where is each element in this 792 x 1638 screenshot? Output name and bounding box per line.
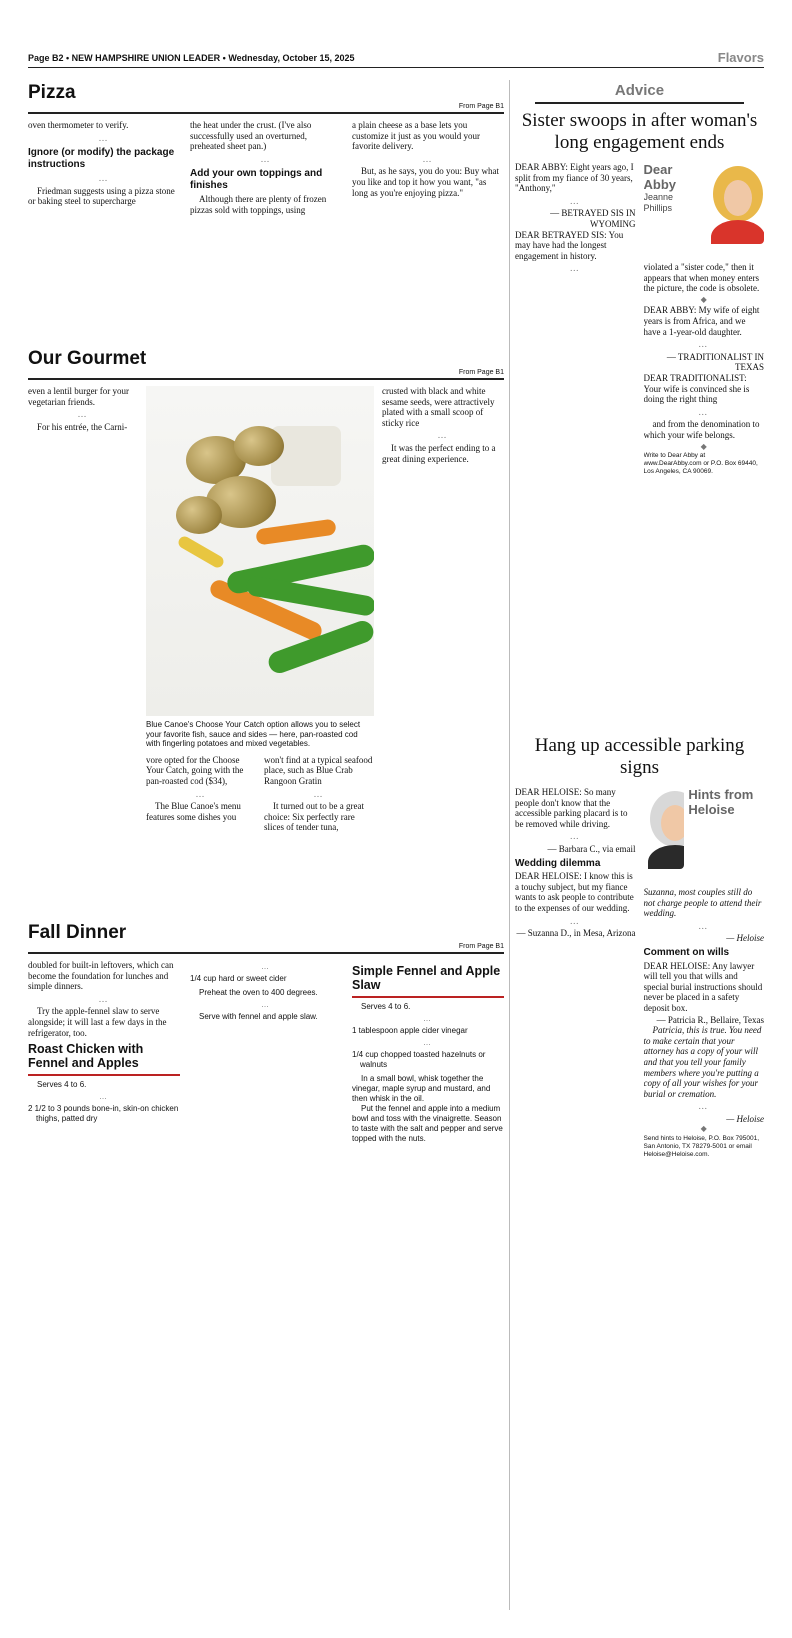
heloise-letter-1-start: DEAR HELOISE: So many people don't know that the accessible parking placard is to be removed while driving. [515, 787, 628, 829]
folio-page-info: Page B2 • NEW HAMPSHIRE UNION LEADER • Wednesday, October 15, 2025 [28, 53, 355, 63]
recipe-1-step-last: Serve with fennel and apple slaw. [199, 1012, 318, 1021]
abby-letter-2-signature: — TRADITIONALIST IN TEXAS [666, 351, 764, 373]
gourmet-col-2b: won't find at a typical seafood place, such as Blue Crab Rangoon Gratin … It turned out to be a great choice: Six perfectly rare slices of tender tuna, [264, 754, 373, 833]
separator-icon: ◆ [700, 1124, 707, 1134]
recipe-1-ingredient-last: 1/4 cup hard or sweet cider [190, 974, 287, 983]
abby-headline: Sister swoops in after woman's long engagement ends [521, 110, 758, 153]
abby-col-1: DEAR ABBY: Eight years ago, I split from my fiance of 30 years, "Anthony," … — BETRAYED SIS IN WYOMING DEAR BETRAYED SIS: You may have had the longest engagement in history. … [515, 162, 636, 274]
recipe-1-ingredient-first: 2 1/2 to 3 pounds bone-in, skin-on chicken thighs, patted dry [28, 1104, 179, 1124]
heloise-letter-1-signature: — Barbara C., via email [547, 843, 636, 854]
abby-letter-1-signature: — BETRAYED SIS IN WYOMING [550, 208, 636, 229]
heloise-col-2: Hints from Heloise Suzanna, most couples still do not charge people to attend their wedding. … — Heloise Comment on wills DEAR HELOISE: Any lawyer will tell you that wills and special burial instructions should never be placed in a safety deposit box. — Patricia R., Bellaire, Texas Patricia, this is true. You need to make certain that your attorney has a copy of your will and that you tell your family members where you're putting a copy of all your wishes for your burial or cremation. … — Heloise ◆ Send hints to Heloise, P.O. Box 795001, San Antonio, TX 78279-5001 or email Heloise@Heloise.com. [643, 787, 764, 1159]
recipe-1-step-first: Preheat the oven to 400 degrees. [199, 988, 318, 997]
column-divider [509, 80, 510, 1610]
gourmet-story [28, 344, 504, 909]
abby-contact-info: Write to Dear Abby at www.DearAbby.com or P.O. Box 69440, Los Angeles, CA 90069. [643, 452, 758, 476]
abby-author: Jeanne Phillips [643, 192, 674, 213]
gourmet-title: Our Gourmet [28, 348, 147, 369]
gourmet-c2b-start: won't find at a typical seafood place, such as Blue Crab Rangoon Gratin [264, 754, 373, 786]
pizza-c2-start: the heat under the crust. (I've also successfully used an overturned, preheated sheet pan.) [190, 120, 312, 152]
recipe-2-step-last: Put the fennel and apple into a medium bowl and toss with the vinaigrette. Season to taste with the salt and pepper and serve topped with the nuts. [352, 1104, 503, 1143]
gourmet-photo-caption: Blue Canoe's Choose Your Catch option allows you to select your favorite fish, sauce and sides — here, pan-roasted cod with fingerling potatoes and mixed vegetables. [146, 720, 361, 749]
fall-c1-start: doubled for built-in leftovers, which can become the foundation for lunches and simple dinners. [28, 960, 174, 992]
page-folio [28, 50, 764, 68]
abby-name: Dear Abby [643, 162, 676, 192]
gourmet-c1-end: For his entrée, the Carni- [37, 421, 128, 432]
pizza-title: Pizza [28, 82, 76, 103]
heloise-wills-letter: DEAR HELOISE: Any lawyer will tell you that wills and special burial instructions should never be placed in a safety deposit box. [643, 960, 763, 1013]
pizza-col-2: the heat under the crust. (I've also successfully used an overturned, preheated sheet pan.) … Add your own toppings and finishes Although there are plenty of frozen pizzas sold with toppings, using [190, 120, 342, 217]
pizza-jump-line [28, 104, 504, 114]
pizza-c3-end: But, as he says, you do you: Buy what you like and top it how you want, "as long as you're enjoying pizza." [352, 166, 499, 198]
separator-icon: ◆ [700, 441, 707, 451]
heloise-subhead-wills: Comment on wills [643, 946, 730, 958]
recipe-2-ingredient-last: 1/4 cup chopped toasted hazelnuts or walnuts [352, 1050, 486, 1069]
gourmet-c2a-start: vore opted for the Choose Your Catch, going with the pan-roasted cod ($34), [146, 754, 244, 786]
pizza-c3-start: a plain cheese as a base lets you customize it just as you would your favorite delivery. [352, 120, 480, 152]
pizza-c1-end: Friedman suggests using a pizza stone or baking steel to supercharge [28, 185, 175, 207]
heloise-wills-reply: Patricia, this is true. You need to make certain that your attorney has a copy of your will and that you tell your family members where you're putting a copy of all your wishes for your burial or cremation. [643, 1025, 762, 1099]
pizza-c1-start: oven thermometer to verify. [28, 120, 129, 130]
abby-reply-1-end: violated a "sister code," then it appears that when money enters the picture, the code is obsolete. [643, 262, 760, 294]
heloise-wedding-letter: DEAR HELOISE: I know this is a touchy subject, but my fiance wants to ask people to contribute to the expenses of our wedding. [515, 871, 634, 913]
pizza-story [28, 78, 504, 336]
heloise-column-name: Hints from Heloise [688, 787, 754, 817]
heloise-wedding-signature: — Suzanna D., in Mesa, Arizona [516, 928, 636, 939]
fall-dinner-jump-line [28, 944, 504, 954]
gourmet-middle [146, 386, 374, 834]
gourmet-col-2a: vore opted for the Choose Your Catch, going with the pan-roasted cod ($34), … The Blue Canoe's menu features some dishes you [146, 755, 256, 834]
heloise-wills-reply-signature: — Heloise [726, 1113, 764, 1124]
gourmet-col-1: even a lentil burger for your vegetarian friends. … For his entrée, the Carni- [28, 386, 138, 834]
abby-reply-1-start: DEAR BETRAYED SIS: You may have had the longest engagement in history. [515, 229, 624, 261]
abby-reply-2-start: DEAR TRADITIONALIST: Your wife is convinced she is doing the right thing [643, 372, 750, 405]
advice-kicker: Advice [614, 82, 665, 99]
gourmet-jump-line [28, 370, 504, 380]
abby-col-2: Dear Abby Jeanne Phillips violated a "sister code," then it appears that when money enters the picture, the code is obsolete. ◆ DEAR ABBY: My wife of eight years is from Africa, and we have a 1-year-old daughter. … — TRADITIONALIST IN TEXAS DEAR TRADITIONALIST: Your wife is convinced she is doing the right thing … and from the denomination to which your wife belongs. ◆ Write to Dear Abby at www.DearAbby.com or P.O. Box 69440, Los Angeles, CA 90069. [643, 162, 764, 476]
heloise-wedding-reply-signature: — Heloise [726, 933, 764, 944]
gourmet-food-photo [146, 386, 374, 716]
heloise-column-header [644, 787, 765, 883]
recipe-2-title: Simple Fennel and Apple Slaw [352, 964, 501, 992]
pizza-col-3: a plain cheese as a base lets you customize it just as you would your favorite delivery. … But, as he says, you do you: Buy what you like and top it how you want, "as long as you're enjoying pizza." [352, 120, 504, 217]
heloise-portrait-photo [644, 787, 685, 869]
fall-c1-end: Try the apple-fennel slaw to serve alongside; it will last a few days in the refrigerator, too. [28, 1006, 167, 1038]
recipe-2-ingredient-first: 1 tablespoon apple cider vinegar [352, 1026, 468, 1035]
abby-portrait-photo [707, 162, 764, 244]
abby-reply-2-end: and from the denomination to which your wife belongs. [643, 419, 760, 440]
separator-icon: ◆ [700, 294, 707, 304]
heloise-subhead-wedding: Wedding dilemma [515, 857, 601, 869]
gourmet-c2b-end: It turned out to be a great choice: Six perfectly rare slices of tender tuna, [264, 801, 364, 833]
folio-section: Flavors [717, 50, 764, 65]
gourmet-c1-start: even a lentil burger for your vegetarian friends. [28, 386, 130, 407]
heloise-wills-signature: — Patricia R., Bellaire, Texas [656, 1014, 764, 1025]
abby-column-header [644, 162, 765, 258]
fall-col-3: Simple Fennel and Apple Slaw Serves 4 to 6. … 1 tablespoon apple cider vinegar … 1/4 cup chopped toasted hazelnuts or walnuts In a small bowl, whisk together the vinegar, maple syrup and mustard, and then whisk in the oil. Put the fennel and apple into a medium bowl and toss with the vinaigrette. Season to taste with the salt and pepper and serve topped with the nuts. [352, 964, 503, 1143]
heloise-wedding-reply: Suzanna, most couples still do not charge people to attend their wedding. [643, 887, 762, 919]
recipe-2-step-first: In a small bowl, whisk together the vinegar, maple syrup and mustard, and then whisk in the oil. [352, 1074, 491, 1103]
heloise-headline: Hang up accessible parking signs [534, 735, 745, 778]
gourmet-jump-label: From Page B1 [456, 369, 504, 376]
heloise-contact-info: Send hints to Heloise, P.O. Box 795001, San Antonio, TX 78279-5001 or email Heloise@Heloise.com. [643, 1135, 760, 1159]
fall-dinner-title: Fall Dinner [28, 922, 127, 943]
fall-col-2: … 1/4 cup hard or sweet cider Preheat the oven to 400 degrees. … Serve with fennel and apple slaw. [190, 960, 342, 1144]
fall-col-1: doubled for built-in leftovers, which can become the foundation for lunches and simple dinners. … Try the apple-fennel slaw to serve alongside; it will last a few days in the refrigerator, too. Roast Chicken with Fennel and Apples Serves 4 to 6. … 2 1/2 to 3 pounds bone-in, skin-on chicken thighs, patted dry [28, 960, 179, 1124]
pizza-jump-label: From Page B1 [456, 103, 504, 110]
advice-section [515, 78, 764, 1618]
pizza-c2-end: Although there are plenty of frozen pizzas sold with toppings, using [190, 194, 327, 215]
main-stories [28, 78, 504, 1618]
pizza-col-1: oven thermometer to verify. … Ignore (or modify) the package instructions … Friedman suggests using a pizza stone or baking steel to supercharge [28, 120, 180, 217]
abby-letter-2-start: DEAR ABBY: My wife of eight years is from Africa, and we have a 1-year-old daughter. [643, 305, 760, 337]
gourmet-c3-start: crusted with black and white sesame seeds, were attractively plated with a small scoop of sticky rice [382, 386, 495, 428]
fall-dinner-jump-label: From Page B1 [456, 943, 504, 950]
recipe-1-serves: Serves 4 to 6. [37, 1080, 87, 1090]
fall-dinner-story [28, 918, 504, 1618]
pizza-subhead-2: Add your own toppings and finishes [190, 168, 323, 192]
abby-column-name [644, 162, 703, 214]
gourmet-c2a-end: The Blue Canoe's menu features some dishes you [146, 801, 241, 822]
abby-letter-1-start: DEAR ABBY: Eight years ago, I split from my fiance of 30 years, "Anthony," [515, 162, 634, 194]
recipe-1-title: Roast Chicken with Fennel and Apples [28, 1042, 144, 1071]
gourmet-col-3: crusted with black and white sesame seeds, were attractively plated with a small scoop of sticky rice … It was the perfect ending to a great dining experience. [382, 386, 504, 834]
recipe-2-serves: Serves 4 to 6. [361, 1002, 411, 1011]
heloise-col-1: DEAR HELOISE: So many people don't know that the accessible parking placard is to be removed while driving. … — Barbara C., via email Wedding dilemma DEAR HELOISE: I know this is a touchy subject, but my fiance wants to ask people to contribute to the expenses of our wedding. … — Suzanna D., in Mesa, Arizona [515, 787, 636, 939]
gourmet-c3-end: It was the perfect ending to a great dining experience. [382, 442, 496, 464]
pizza-subhead-1: Ignore (or modify) the package instructions [28, 147, 175, 171]
